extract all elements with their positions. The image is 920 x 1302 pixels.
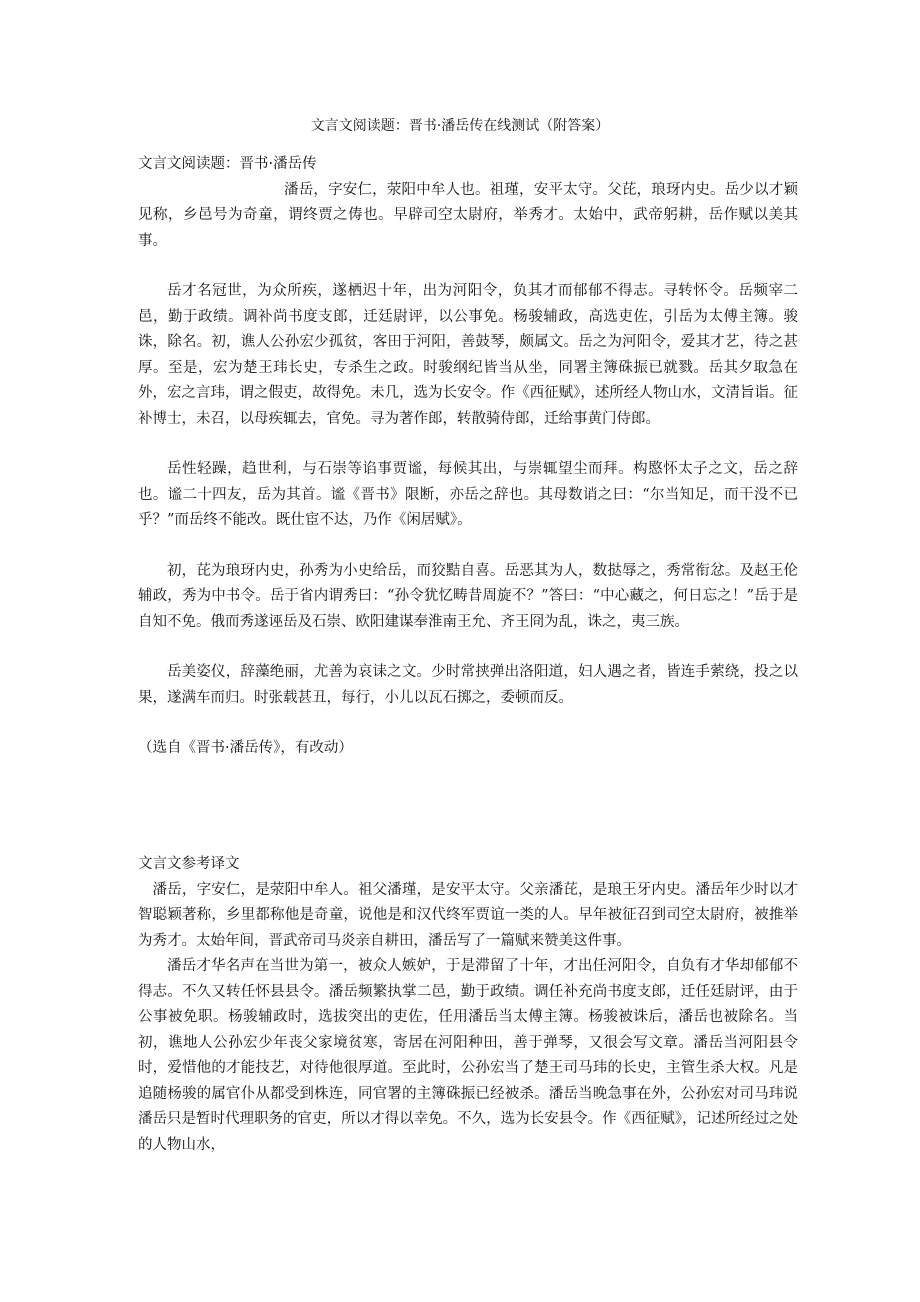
paragraph-gap [138, 635, 798, 660]
paragraph-gap [138, 711, 798, 736]
passage-paragraph: 潘岳，字安仁，荥阳中牟人也。祖瑾，安平太守。父芘，琅玡内史。岳少以才颖见称，乡邑号为奇童，谓终贾之俦也。早辟司空太尉府，举秀才。太始中，武帝躬耕，岳作赋以美其事。 [138, 181, 798, 249]
translation-paragraph: 潘岳，字安仁，是荥阳中牟人。祖父潘瑾，是安平太守。父亲潘芘，是琅王牙内史。潘岳年少时以才智聪颖著称，乡里都称他是奇童，说他是和汉代终军贾谊一类的人。早年被征召到司空太尉府，被推举为秀才。太始年间，晋武帝司马炎亲自耕田，潘岳写了一篇赋来赞美这件事。 [138, 881, 798, 949]
translation-section [138, 852, 798, 1158]
passage-paragraph: 初，芘为琅玡内史，孙秀为小史给岳，而狡黠自喜。岳恶其为人，数挞辱之，秀常衔忿。及赵王伦辅政，秀为中书令。岳于省内谓秀曰：“孙令犹忆畴昔周旋不？”答曰：“中心藏之，何日忘之！”岳于是自知不免。俄而秀遂诬岳及石崇、欧阳建谋奉淮南王允、齐王冏为乱，诛之，夷三族。 [138, 562, 798, 630]
document-title: 文言文阅读题：晋书·潘岳传在线测试（附答案） [310, 118, 610, 134]
passage-paragraph: 岳美姿仪，辞藻绝丽，尤善为哀诔之文。少时常挟弹出洛阳道，妇人遇之者，皆连手萦绕，投之以果，遂满车而归。时张载甚丑，每行，小儿以瓦石掷之，委顿而反。 [138, 664, 798, 706]
paragraph-gap [138, 534, 798, 559]
translation-heading: 文言文参考译文 [138, 856, 240, 872]
passage-source: （选自《晋书·潘岳传》，有改动） [138, 740, 353, 756]
passage-section [138, 152, 798, 762]
passage-paragraph: 岳才名冠世，为众所疾，遂栖迟十年，出为河阳令，负其才而郁郁不得志。寻转怀令。岳频宰二邑，勤于政绩。调补尚书度支郎，迁廷尉评，以公事免。杨骏辅政，高选吏佐，引岳为太傅主簿。骏诛，除名。初，谯人公孙宏少孤贫，客田于河阳，善鼓琴，颇属文。岳之为河阳令，爱其才艺，待之甚厚。至是，宏为楚王玮长史，专杀生之政。时骏纲纪皆当从坐，同署主簿硃振已就戮。岳其夕取急在外，宏之言玮，谓之假吏，故得免。未几，选为长安令。作《西征赋》，述所经人物山水，文清旨诣。征补博士，未召，以母疾辄去，官免。寻为著作郎，转散骑侍郎，迁给事黄门侍郎。 [138, 283, 798, 427]
translation-paragraph: 潘岳才华名声在当世为第一，被众人嫉妒，于是滞留了十年，才出任河阳令，自负有才华却郁郁不得志。不久又转任怀县县令。潘岳频繁执掌二邑，勤于政绩。调任补充尚书度支郎，迁任廷尉评，由于公事被免职。杨骏辅政时，选拔突出的吏佐，任用潘岳当太傅主簿。杨骏被诛后，潘岳也被除名。当初，谯地人公孙宏少年丧父家境贫寒，寄居在河阳种田，善于弹琴，又很会写文章。潘岳当河阳县令时，爱惜他的才能技艺，对待他很厚道。至此时，公孙宏当了楚王司马玮的长史，主管生杀大权。凡是追随杨骏的属官仆从都受到株连，同官署的主簿硃振已经被杀。潘岳当晚急事在外，公孙宏对司马玮说潘岳只是暂时代理职务的官吏，所以才得以幸免。不久，选为长安县令。作《西征赋》，记述所经过之处的人物山水， [138, 958, 798, 1153]
passage-paragraph: 岳性轻躁，趋世利，与石崇等谄事贾谧，每候其出，与崇辄望尘而拜。构愍怀太子之文，岳之辞也。谧二十四友，岳为其首。谧《晋书》限断，亦岳之辞也。其母数诮之曰：“尔当知足，而干没不已乎？”而岳终不能改。既仕宦不达，乃作《闲居赋》。 [138, 461, 798, 528]
paragraph-gap [138, 254, 798, 279]
passage-heading: 文言文阅读题：晋书·潘岳传 [138, 156, 317, 172]
paragraph-gap [138, 432, 798, 457]
